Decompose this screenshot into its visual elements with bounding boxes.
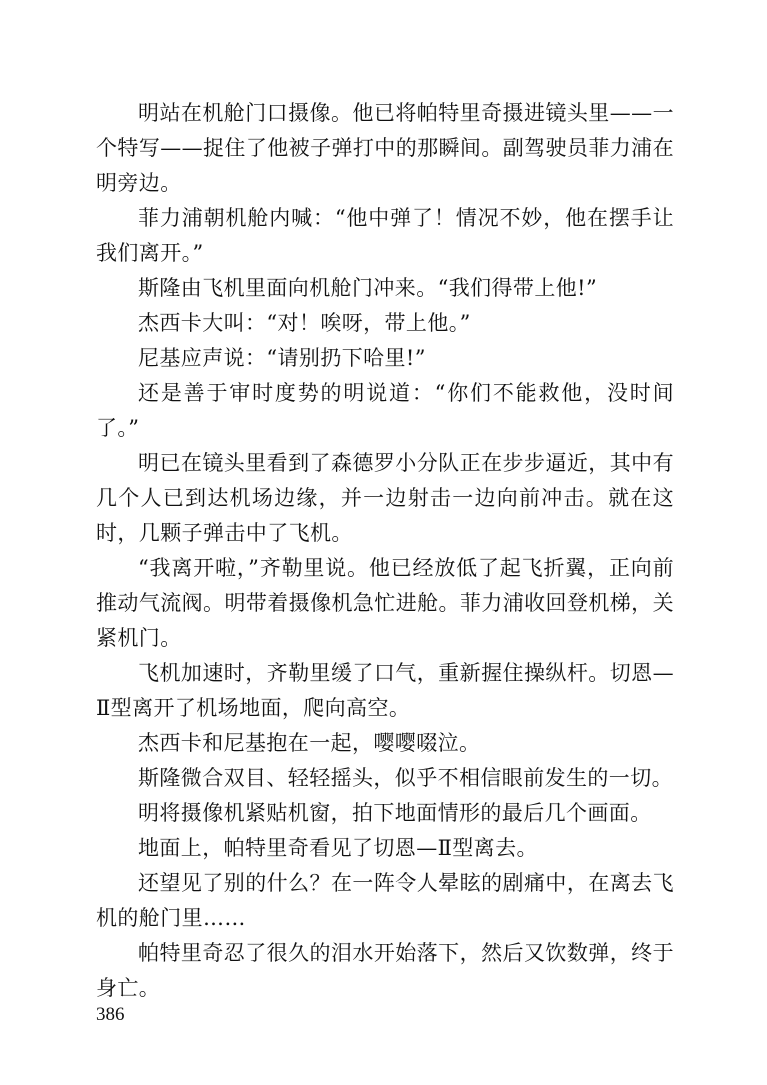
paragraph: 杰西卡和尼基抱在一起，嘤嘤啜泣。 [138,731,481,755]
paragraph: 还望见了别的什么？在一阵令人晕眩的剧痛中，在离去飞机的舱门里…… [96,871,674,930]
paragraph: 明将摄像机紧贴机窗，拍下地面情形的最后几个画面。 [138,801,652,825]
paragraph: 尼基应声说：“请别扔下哈里!” [138,346,426,370]
paragraph: 明已在镜头里看到了森德罗小分队正在步步逼近，其中有几个人已到达机场边缘，并一边射击一边向前冲击。就在这时，几颗子弹击中了飞机。 [96,451,674,545]
paragraph: 明站在机舱门口摄像。他已将帕特里奇摄进镜头里——一个特写——捉住了他被子弹打中的那瞬间。副驾驶员菲力浦在明旁边。 [96,101,674,195]
paragraph: 斯隆由飞机里面向机舱门冲来。“我们得带上他!” [138,276,598,300]
paragraph: 飞机加速时，齐勒里缓了口气，重新握住操纵杆。切恩—Ⅱ型离开了机场地面，爬向高空。 [96,661,674,720]
paragraph: 地面上，帕特里奇看见了切恩—Ⅱ型离去。 [138,836,538,860]
paragraph: 菲力浦朝机舱内喊：“他中弹了！情况不妙，他在摆手让我们离开。” [96,206,674,265]
paragraph: 杰西卡大叫：“对！唉呀，带上他。” [138,311,471,335]
paragraph: “我离开啦，”齐勒里说。他已经放低了起飞折翼，正向前推动气流阀。明带着摄像机急忙进舱。菲力浦收回登机梯，关紧机门。 [96,556,674,650]
paragraph: 帕特里奇忍了很久的泪水开始落下，然后又饮数弹，终于身亡。 [96,941,674,1000]
paragraph: 还是善于审时度势的明说道：“你们不能救他，没时间了。” [96,381,674,440]
page-body [96,96,674,1006]
paragraph: 斯隆微合双目、轻轻摇头，似乎不相信眼前发生的一切。 [138,766,673,790]
page-number: 386 [96,1004,125,1025]
